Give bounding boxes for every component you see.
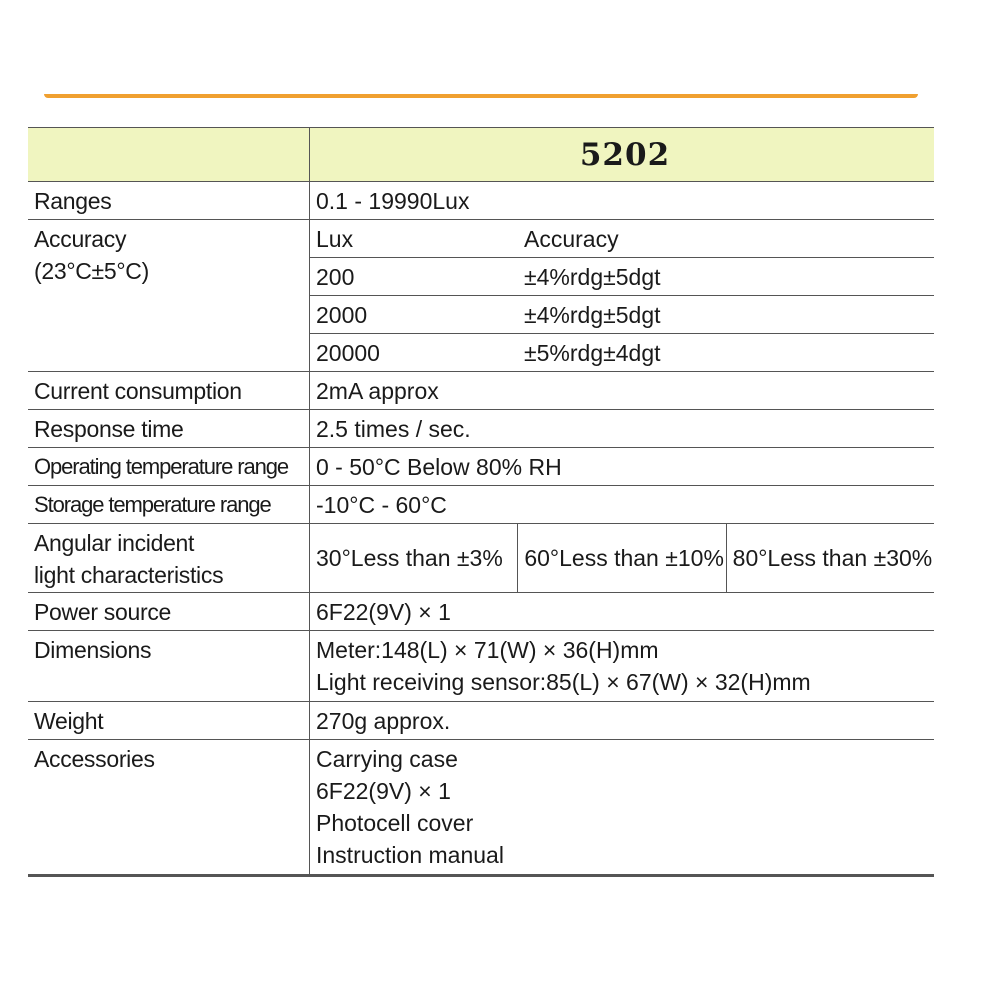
accuracy-entry (310, 334, 934, 371)
storage-temperature-row (28, 486, 934, 524)
dimensions-sensor: Light receiving sensor:85(L) × 67(W) × 32(H)mm (316, 669, 811, 695)
lux-value: 200 (316, 263, 355, 290)
accuracy-value: ±4%rdg±5dgt (524, 263, 661, 290)
ranges-row (28, 182, 934, 220)
accuracy-subtable-header (310, 220, 934, 258)
response-time-value: 2.5 times / sec. (316, 416, 471, 442)
header-label-cell (28, 128, 310, 182)
accuracy-subtable (310, 220, 934, 371)
current-consumption-row (28, 372, 934, 410)
accuracy-entry (310, 296, 934, 334)
ranges-label: Ranges (34, 188, 112, 214)
accessory-item: 6F22(9V) × 1 (316, 778, 451, 804)
operating-temperature-row (28, 448, 934, 486)
angular-incident-label-line2: light characteristics (34, 562, 224, 588)
storage-temperature-value: -10°C - 60°C (316, 492, 447, 518)
accessory-item: Carrying case (316, 746, 458, 772)
operating-temperature-value: 0 - 50°C Below 80% RH (316, 454, 562, 480)
orange-accent-line (44, 94, 918, 98)
response-time-label: Response time (34, 416, 184, 442)
accessories-label: Accessories (34, 746, 155, 772)
accessory-item: Instruction manual (316, 842, 504, 868)
accuracy-value: ±4%rdg±5dgt (524, 301, 661, 328)
dimensions-label: Dimensions (34, 637, 152, 663)
storage-temperature-label: Storage temperature range (34, 492, 271, 517)
angle-30-value: 30°Less than ±3% (310, 524, 518, 592)
dimensions-row (28, 631, 934, 702)
power-source-row (28, 593, 934, 631)
lux-value: 20000 (316, 339, 380, 366)
angular-incident-label: Angular incident (34, 530, 195, 556)
power-source-value: 6F22(9V) × 1 (316, 599, 451, 625)
ranges-value: 0.1 - 19990Lux (316, 188, 470, 214)
weight-value: 270g approx. (316, 708, 451, 734)
accessories-row (28, 740, 934, 876)
lux-value: 2000 (316, 301, 368, 328)
accuracy-entry (310, 258, 934, 296)
operating-temperature-label: Operating temperature range (34, 454, 289, 479)
angle-60-value: 60°Less than ±10% (518, 524, 726, 592)
header-model-cell (310, 128, 935, 182)
accuracy-label: Accuracy (34, 226, 127, 252)
accuracy-value: ±5%rdg±4dgt (524, 339, 661, 366)
weight-row (28, 702, 934, 740)
dimensions-meter: Meter:148(L) × 71(W) × 36(H)mm (316, 637, 659, 663)
current-consumption-value: 2mA approx (316, 378, 439, 404)
current-consumption-label: Current consumption (34, 378, 242, 404)
header-row (28, 128, 934, 182)
response-time-row (28, 410, 934, 448)
angular-incident-row (28, 524, 934, 593)
accuracy-row (28, 220, 934, 372)
accuracy-column-header: Accuracy (524, 225, 619, 252)
lux-column-header: Lux (316, 225, 354, 252)
accuracy-condition: (23°C±5°C) (34, 258, 149, 284)
weight-label: Weight (34, 708, 104, 734)
model-title: 5202 (579, 136, 671, 173)
spec-table (28, 127, 934, 877)
accessory-item: Photocell cover (316, 810, 474, 836)
angular-values (310, 524, 934, 592)
power-source-label: Power source (34, 599, 172, 625)
angle-80-value: 80°Less than ±30% (732, 545, 933, 571)
